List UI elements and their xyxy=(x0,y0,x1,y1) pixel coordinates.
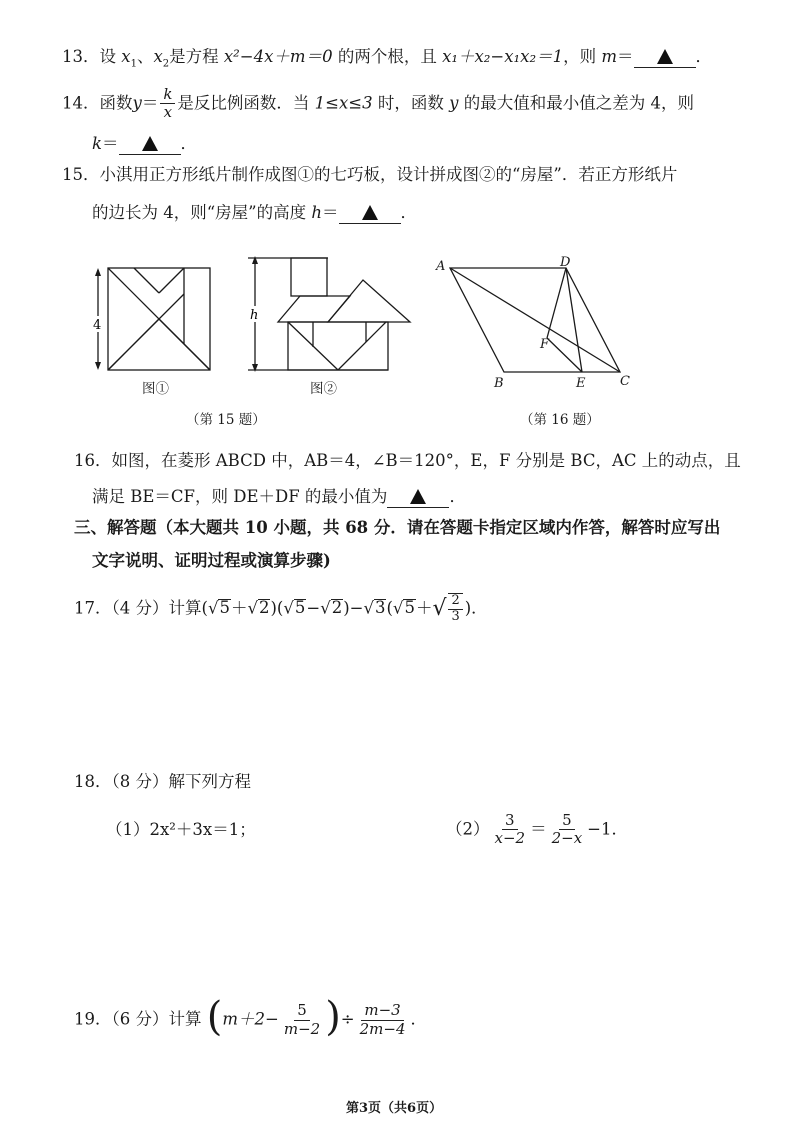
q19-fraction-1 xyxy=(281,1002,323,1038)
caption-q15: （第 15 题） xyxy=(186,412,266,428)
tangram-line xyxy=(184,344,210,370)
question-14-cont xyxy=(92,134,197,154)
q18-fraction-1 xyxy=(492,812,529,848)
question-15-cont xyxy=(92,203,417,223)
answer-blank xyxy=(387,488,449,508)
arrow-up-icon xyxy=(95,268,101,276)
house-figure-2 xyxy=(238,252,418,376)
question-18-part-2 xyxy=(446,812,628,848)
q13-equation: x²−4x＋m＝0 xyxy=(223,47,333,66)
question-13 xyxy=(62,47,712,69)
q15-text: ＝ xyxy=(322,203,339,222)
section-3-heading-cont xyxy=(92,553,331,570)
point-b-label: B xyxy=(494,376,504,391)
q19-text: ÷ xyxy=(340,1009,355,1029)
diagonal-ac xyxy=(450,268,620,372)
q17-radicand: 5 xyxy=(404,598,415,618)
tangram-line xyxy=(159,268,184,293)
fraction-numerator: 5 xyxy=(559,812,575,830)
q14-text: 时，函数 xyxy=(377,93,444,113)
q13-text: 、 xyxy=(136,47,154,66)
fraction-denominator: m−2 xyxy=(283,1019,321,1038)
q15-number: 15． xyxy=(62,165,100,184)
figure-1-label: 图① xyxy=(142,381,169,397)
q13-text: 设 xyxy=(99,47,116,66)
rhombus-figure-16 xyxy=(430,252,640,392)
q17-text: ＋ xyxy=(415,598,433,618)
q17-radicand: 5 xyxy=(294,598,306,618)
q13-sub: 1 xyxy=(130,58,137,70)
arrow-down-icon xyxy=(252,364,258,372)
q13-text: 是方程 xyxy=(169,47,219,66)
q14-text: ＝ xyxy=(102,134,119,153)
section-3-text: 三、解答题（本大题共 10 小题，共 68 分．请在答题卡指定区域内作答，解答时应写出 xyxy=(74,518,721,537)
q14-text: 的最大值和最小值之差为 4，则 xyxy=(463,93,694,113)
answer-blank xyxy=(119,135,181,155)
fraction-denominator: x−2 xyxy=(494,829,526,848)
q16-text: 满足 BE＝CF，则 DE＋DF 的最小值为 xyxy=(92,487,388,506)
fraction-denominator: 2m−4 xyxy=(359,1019,406,1038)
q14-fraction xyxy=(160,86,175,122)
triangle-icon xyxy=(410,489,426,504)
q15-text: ． xyxy=(400,203,418,222)
q13-number: 13． xyxy=(62,47,100,66)
q13-text: 的两个根，且 xyxy=(337,47,437,66)
triangle-icon xyxy=(362,205,378,220)
q17-text: − xyxy=(306,598,321,618)
q14-text: ＝ xyxy=(141,93,159,113)
triangle-icon xyxy=(142,136,158,151)
tangram-line xyxy=(159,319,184,344)
q13-sub: 2 xyxy=(162,58,170,70)
figure-2-label: 图② xyxy=(310,381,337,397)
point-a-label: A xyxy=(436,259,446,274)
question-19: 19．（6 分）计算 (m＋2− $\frac{5}{m-2}$ )÷ $\frac{m-3}{2m-4}$ ． xyxy=(74,994,428,1040)
answer-blank xyxy=(634,48,696,68)
q17-text: )− xyxy=(343,598,364,618)
q13-var: x xyxy=(121,47,131,66)
fraction-denominator: x xyxy=(163,103,173,122)
q14-text: 是反比例函数．当 xyxy=(177,93,310,113)
q19-label: 19．（6 分）计算 xyxy=(74,1009,202,1029)
house-body xyxy=(288,322,388,370)
q14-number: 14． xyxy=(62,93,100,113)
question-14 xyxy=(62,86,694,122)
q17-radicand: 2 xyxy=(331,598,343,618)
q17-text: ( xyxy=(386,598,393,618)
q19-fraction-2 xyxy=(357,1002,409,1038)
q13-var: m xyxy=(601,47,617,66)
point-d-label: D xyxy=(560,255,571,270)
point-e-label: E xyxy=(576,376,586,391)
fraction-numerator: 3 xyxy=(502,812,518,830)
q17-text: ＋ xyxy=(230,598,248,618)
question-18-part-1 xyxy=(106,822,256,839)
q19-text: m＋2− xyxy=(222,1009,279,1029)
q14-var: y xyxy=(449,93,459,113)
q18-part1-text: （1）2x²＋3x＝1； xyxy=(106,820,256,839)
question-16-cont xyxy=(92,487,466,507)
q16-text: 如图，在菱形 ABCD 中，AB＝4，∠B＝120°，E，F 分别是 BC，AC 上的动点，且 xyxy=(111,451,741,470)
q19-text: ． xyxy=(410,1009,428,1029)
tangram-line xyxy=(134,268,159,293)
q18-text: −1． xyxy=(587,819,628,839)
q18-fraction-2 xyxy=(549,812,586,848)
roof-triangle xyxy=(328,280,410,322)
q17-label: 17．（4 分）计算 xyxy=(74,598,202,618)
q18-text: ＝ xyxy=(530,819,547,839)
tangram-figure-1 xyxy=(88,262,218,380)
q17-radicand: 3 xyxy=(374,598,386,618)
fraction-denominator: 3 xyxy=(451,608,460,624)
q14-var: y xyxy=(132,93,142,113)
fraction-numerator: m−3 xyxy=(361,1002,403,1020)
q13-text: ＝ xyxy=(617,47,634,66)
house-line xyxy=(338,322,386,370)
chimney-square xyxy=(291,258,327,296)
q13-var: x xyxy=(153,47,163,66)
triangle-icon xyxy=(657,49,673,64)
arrow-up-icon xyxy=(252,256,258,264)
side-length-label: 4 xyxy=(93,318,102,333)
q13-text: ． xyxy=(695,47,712,66)
arrow-down-icon xyxy=(95,362,101,370)
q16-number: 16． xyxy=(74,451,112,470)
q17-text: ( xyxy=(201,598,208,618)
section-3-heading xyxy=(74,520,720,537)
q16-text: ． xyxy=(449,487,466,506)
q18-label: 18．（8 分）解下列方程 xyxy=(74,772,251,791)
q14-var: k xyxy=(92,134,102,153)
q15-var: h xyxy=(311,203,323,222)
q17-text: )． xyxy=(464,598,488,618)
fraction-numerator: 2 xyxy=(448,594,462,610)
question-18 xyxy=(74,774,251,791)
point-c-label: C xyxy=(620,374,630,389)
question-16 xyxy=(74,453,741,470)
fraction-numerator: 5 xyxy=(294,1002,310,1020)
fraction-denominator: 2−x xyxy=(551,829,583,848)
q15-text: 小淇用正方形纸片制作成图①的七巧板，设计拼成图②的“房屋”．若正方形纸片 xyxy=(99,165,678,184)
q13-text: ，则 xyxy=(563,47,597,66)
q17-radicand: 5 xyxy=(219,598,230,618)
q15-text: 的边长为 4，则“房屋”的高度 xyxy=(92,203,307,222)
fraction-numerator: k xyxy=(160,86,175,104)
answer-blank xyxy=(339,204,401,224)
page-footer: 第3页（共6页） xyxy=(346,1101,443,1116)
point-f-label: F xyxy=(540,337,550,352)
q17-fraction xyxy=(448,593,462,625)
section-3-text: 文字说明、证明过程或演算步骤) xyxy=(92,551,331,570)
q18-part2-label: （2） xyxy=(446,819,490,839)
segment-fe xyxy=(547,338,582,372)
q13-condition: x₁＋x₂−x₁x₂＝1 xyxy=(442,47,564,66)
height-label: h xyxy=(250,308,259,323)
question-15 xyxy=(62,167,677,184)
q14-text: 函数 xyxy=(99,93,133,113)
q17-radicand: 2 xyxy=(258,598,270,618)
question-17: 17．（4 分）计算(√5＋√2)(√5−√2)−√3(√5＋√ $\frac{2}{3}$ )． xyxy=(74,593,488,624)
q14-text: ． xyxy=(180,134,197,153)
caption-q16: （第 16 题） xyxy=(520,412,600,428)
segment-df xyxy=(547,268,566,338)
q17-text: )( xyxy=(270,598,284,618)
q14-range: 1≤x≤3 xyxy=(314,93,373,113)
